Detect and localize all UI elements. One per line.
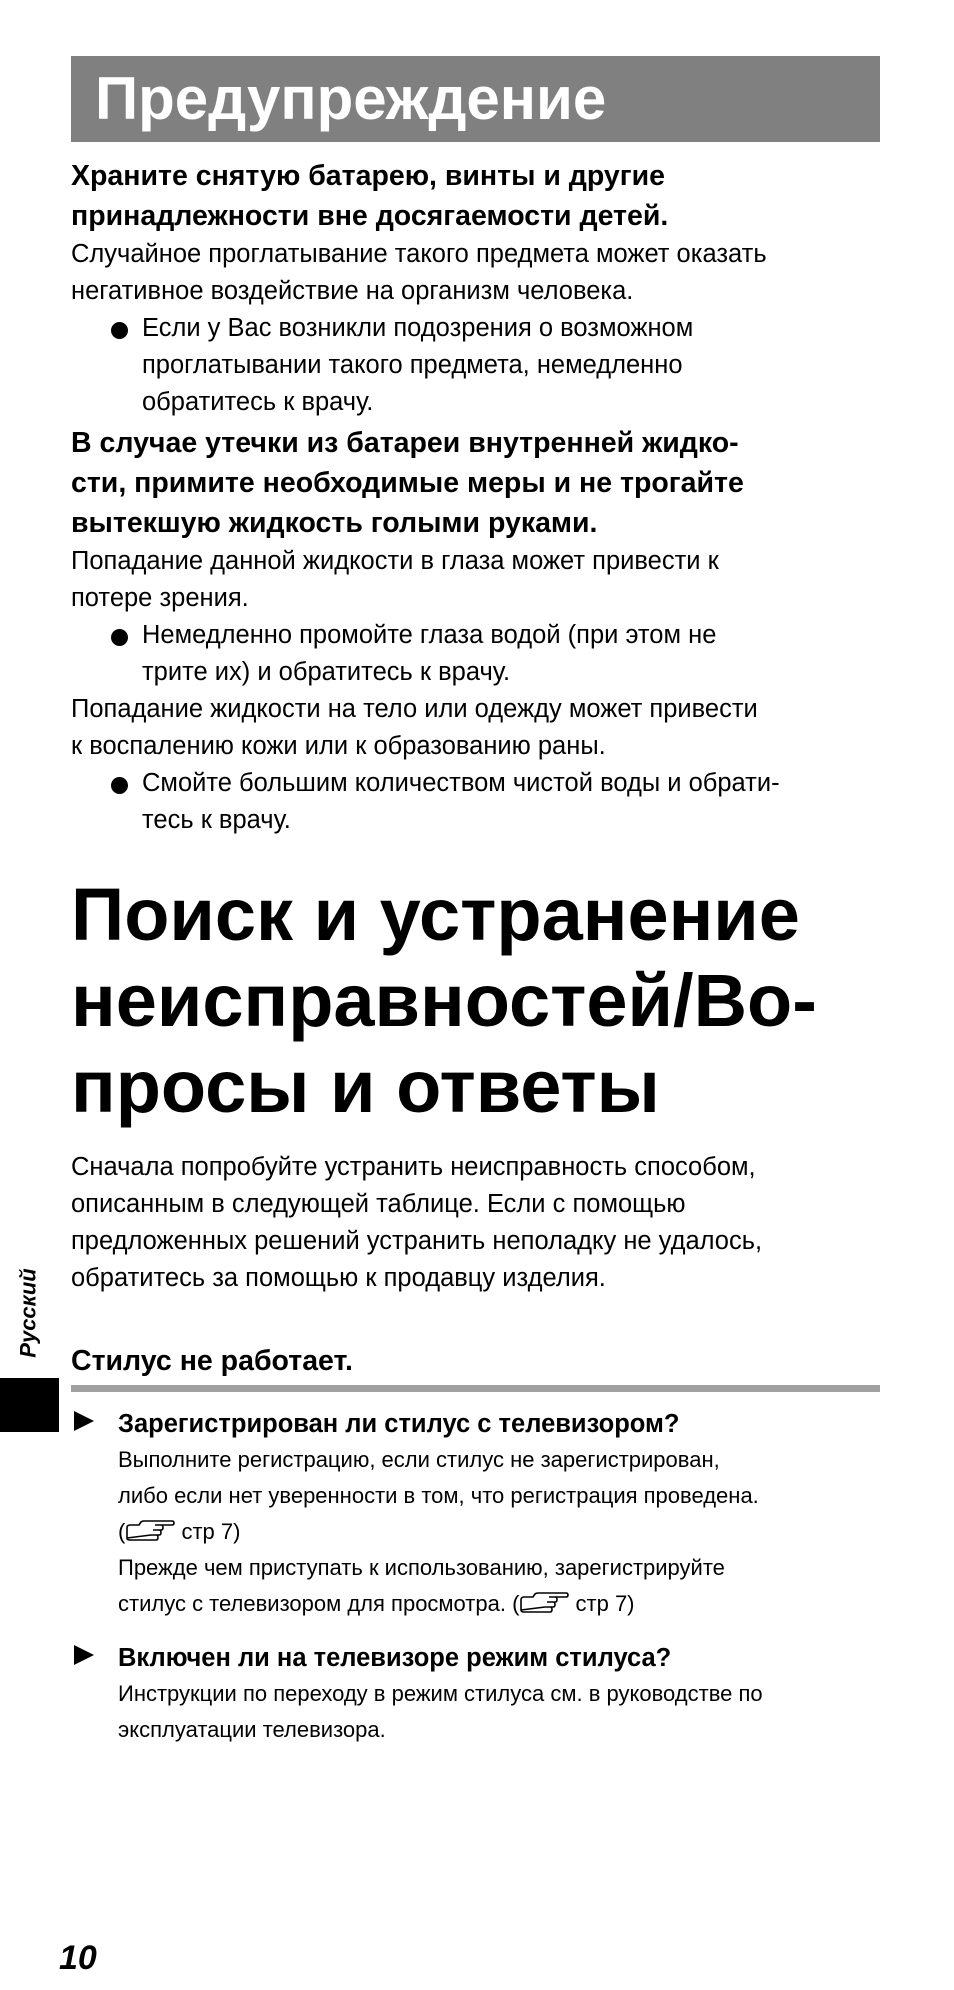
body-line: негативное воздействие на организм человека. — [71, 277, 634, 305]
warning-block1-bullet — [142, 310, 880, 421]
heading-line: вытекшую жидкость голыми руками. — [71, 507, 598, 539]
warning-block2-body1 — [71, 543, 880, 617]
title-line: просы и ответы — [71, 1045, 660, 1128]
answer-reference-line — [118, 1514, 880, 1550]
bullet-dot-icon — [111, 629, 128, 646]
answer-text: стилус с телевизором для просмотра. ( — [118, 1591, 520, 1616]
warning-block2-heading — [71, 423, 880, 543]
qa-item-stylus-mode — [71, 1640, 880, 1748]
ref-page: стр 7) — [175, 1519, 241, 1544]
bullet-line: Немедленно промойте глаза водой (при этом не — [142, 621, 717, 649]
bullet-line: трите их) и обратитесь к врачу. — [142, 658, 511, 686]
answer-line: Прежде чем приступать к использованию, зарегистрируйте — [118, 1555, 725, 1580]
qa-question: Зарегистрирован ли стилус с телевизором? — [118, 1410, 680, 1438]
heading-line: принадлежности вне досягаемости детей. — [71, 200, 669, 232]
warning-block1-heading — [71, 156, 880, 236]
page-number: 10 — [59, 1939, 97, 1977]
intro-line: Сначала попробуйте устранить неисправность способом, — [71, 1153, 756, 1181]
language-label: Русский — [16, 1268, 42, 1358]
body-line: потере зрения. — [71, 584, 249, 612]
body-line: Попадание жидкости на тело или одежду может привести — [71, 695, 758, 723]
bullet-line: проглатывании такого предмета, немедленно — [142, 351, 683, 379]
body-line: Попадание данной жидкости в глаза может привести к — [71, 547, 719, 575]
bullet-line: Смойте большим количеством чистой воды и обрати- — [142, 769, 780, 797]
heading-line: В случае утечки из батареи внутренней жидко- — [71, 427, 739, 459]
page-content — [71, 56, 880, 1748]
body-line: к воспалению кожи или к образованию раны. — [71, 732, 606, 760]
troubleshooting-title — [71, 872, 880, 1130]
pointing-hand-icon — [125, 1520, 175, 1542]
warning-block2-bullet2 — [142, 765, 880, 839]
troubleshooting-intro — [71, 1149, 880, 1297]
title-line: неисправностей/Во- — [71, 959, 817, 1042]
language-side-label — [12, 1256, 46, 1370]
arrow-right-icon — [74, 1645, 94, 1665]
language-tab-marker — [0, 1378, 59, 1432]
arrow-right-icon — [74, 1411, 94, 1431]
answer-line: либо если нет уверенности в том, что регистрация проведена. — [118, 1483, 759, 1508]
pointing-hand-icon — [519, 1592, 569, 1614]
subsection-heading: Стилус не работает. — [71, 1345, 353, 1377]
ref-open: ( — [118, 1519, 126, 1544]
warning-banner — [71, 56, 880, 142]
bullet-dot-icon — [111, 322, 128, 339]
title-line: Поиск и устранение — [71, 873, 800, 956]
ref-page: стр 7) — [569, 1591, 635, 1616]
qa-item-registration — [71, 1406, 880, 1622]
qa-answer — [118, 1442, 880, 1622]
bullet-line: Если у Вас возникли подозрения о возможном — [142, 314, 694, 342]
warning-block2-body2 — [71, 691, 880, 765]
qa-question: Включен ли на телевизоре режим стилуса? — [118, 1644, 672, 1672]
answer-line: эксплуатации телевизора. — [118, 1717, 386, 1742]
intro-line: предложенных решений устранить неполадку не удалось, — [71, 1227, 763, 1255]
warning-block1-body — [71, 236, 880, 310]
heading-line: Храните снятую батарею, винты и другие — [71, 160, 666, 192]
body-line: Случайное проглатывание такого предмета может оказать — [71, 240, 767, 268]
qa-answer — [118, 1676, 880, 1748]
subsection-divider — [71, 1385, 880, 1392]
bullet-line: обратитесь к врачу. — [142, 388, 374, 416]
intro-line: описанным в следующей таблице. Если с помощью — [71, 1190, 686, 1218]
bullet-line: тесь к врачу. — [142, 806, 291, 834]
answer-line-with-reference — [118, 1586, 880, 1622]
heading-line: сти, примите необходимые меры и не трогайте — [71, 467, 744, 499]
bullet-dot-icon — [111, 777, 128, 794]
warning-title: Предупреждение — [95, 65, 607, 132]
answer-line: Инструкции по переходу в режим стилуса см. в руководстве по — [118, 1681, 763, 1706]
warning-block2-bullet1 — [142, 617, 880, 691]
intro-line: обратитесь за помощью к продавцу изделия. — [71, 1264, 606, 1292]
answer-line: Выполните регистрацию, если стилус не зарегистрирован, — [118, 1447, 720, 1472]
